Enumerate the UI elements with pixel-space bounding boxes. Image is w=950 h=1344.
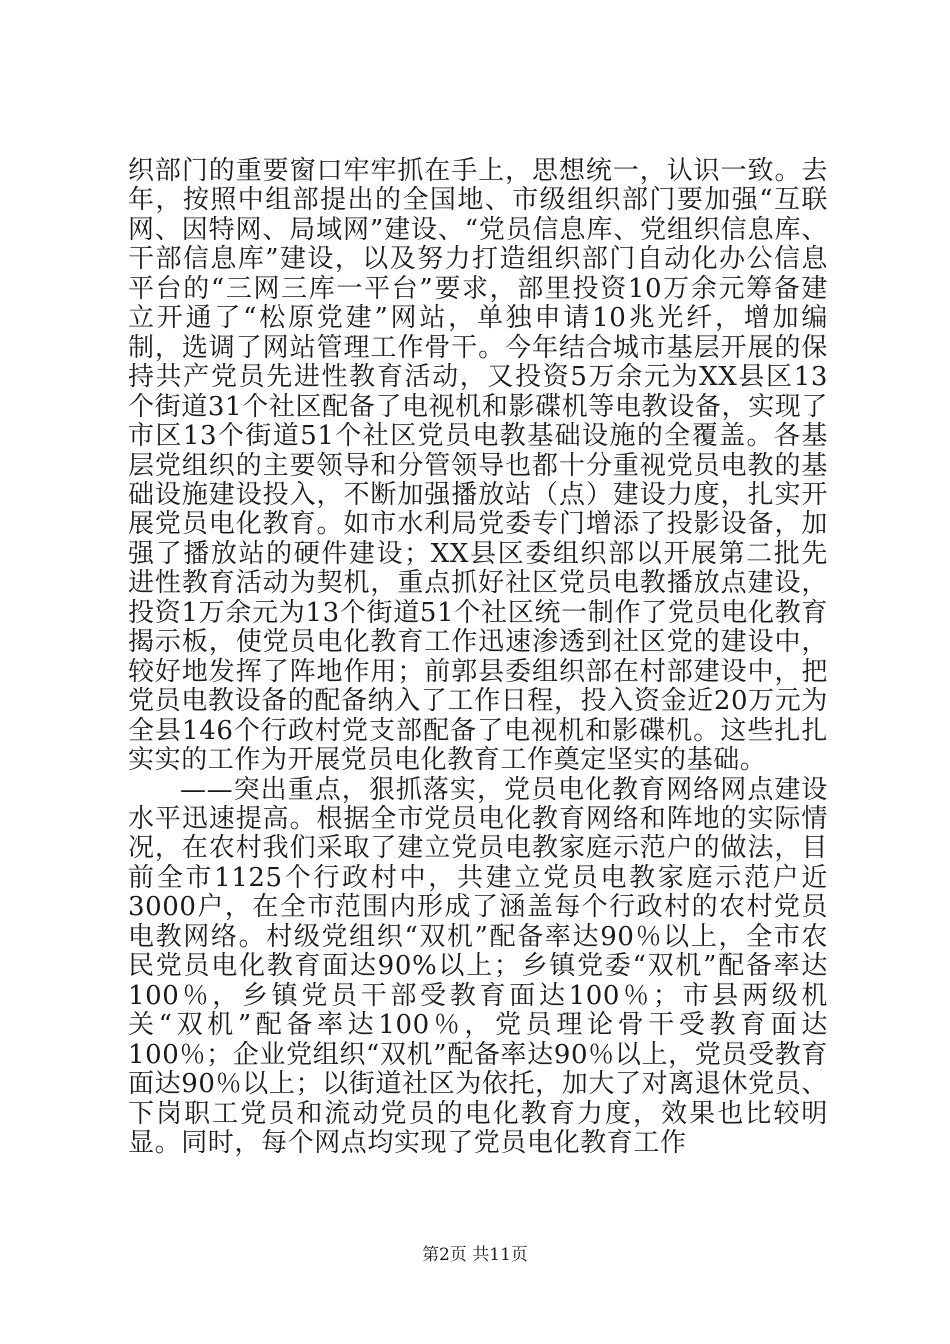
paragraph-1: 织部门的重要窗口牢牢抓在手上，思想统一，认识一致。去年，按照中组部提出的全国地、市级组织部门要加强“互联网、因特网、局域网”建设、“党员信息库、党组织信息库、干部信息库”建设，以及努力打造组织部门自动化办公信息平台的“三网三库一平台”要求，部里投资10万余元筹备建立开通了“松原党建”网站，单独申请10兆光纤，增加编制，选调了网站管理工作骨干。今年结合城市基层开展的保持共产党员先进性教育活动，又投资5万余元为XX县区13个街道31个社区配备了电视机和影碟机等电教设备，实现了市区13个街道51个社区党员电教基础设施的全覆盖。各基层党组织的主要领导和分管领导也都十分重视党员电教的基础设施建设投入，不断加强播放站（点）建设力度，扎实开展党员电化教育。如市水利局党委专门增添了投影设备，加强了播放站的硬件建设；XX县区委组织部以开展第二批先进性教育活动为契机，重点抓好社区党员电教播放点建设，投资1万余元为13个街道51个社区统一制作了党员电化教育揭示板，使党员电化教育工作迅速渗透到社区党的建设中，较好地发挥了阵地作用；前郭县委组织部在村部建设中，把党员电教设备的配备纳入了工作日程，投入资金近20万元为全县146个行政村党支部配备了电视机和影碟机。这些扎扎实实的工作为开展党员电化教育工作奠定坚实的基础。 bbox=[128, 156, 828, 776]
document-body bbox=[128, 157, 828, 1158]
paragraph-2: ——突出重点，狠抓落实，党员电化教育网络网点建设水平迅速提高。根据全市党员电化教育网络和阵地的实际情况，在农村我们采取了建立党员电教家庭示范户的做法，目前全市1125个行政村中，共建立党员电教家庭示范户近3000户，在全市范围内形成了涵盖每个行政村的农村党员电教网络。村级党组织“双机”配备率达90％以上，全市农民党员电化教育面达90%以上；乡镇党委“双机”配备率达100％，乡镇党员干部受教育面达100％；市县两级机关“双机”配备率达100％，党员理论骨干受教育面达100％；企业党组织“双机”配备率达90％以上，党员受教育面达90％以上；以街道社区为依托，加大了对离退休党员、下岗职工党员和流动党员的电化教育力度，效果也比较明显。同时，每个网点均实现了党员电化教育工作 bbox=[128, 774, 828, 1158]
page-footer: 第2页 共11页 bbox=[422, 1245, 528, 1265]
